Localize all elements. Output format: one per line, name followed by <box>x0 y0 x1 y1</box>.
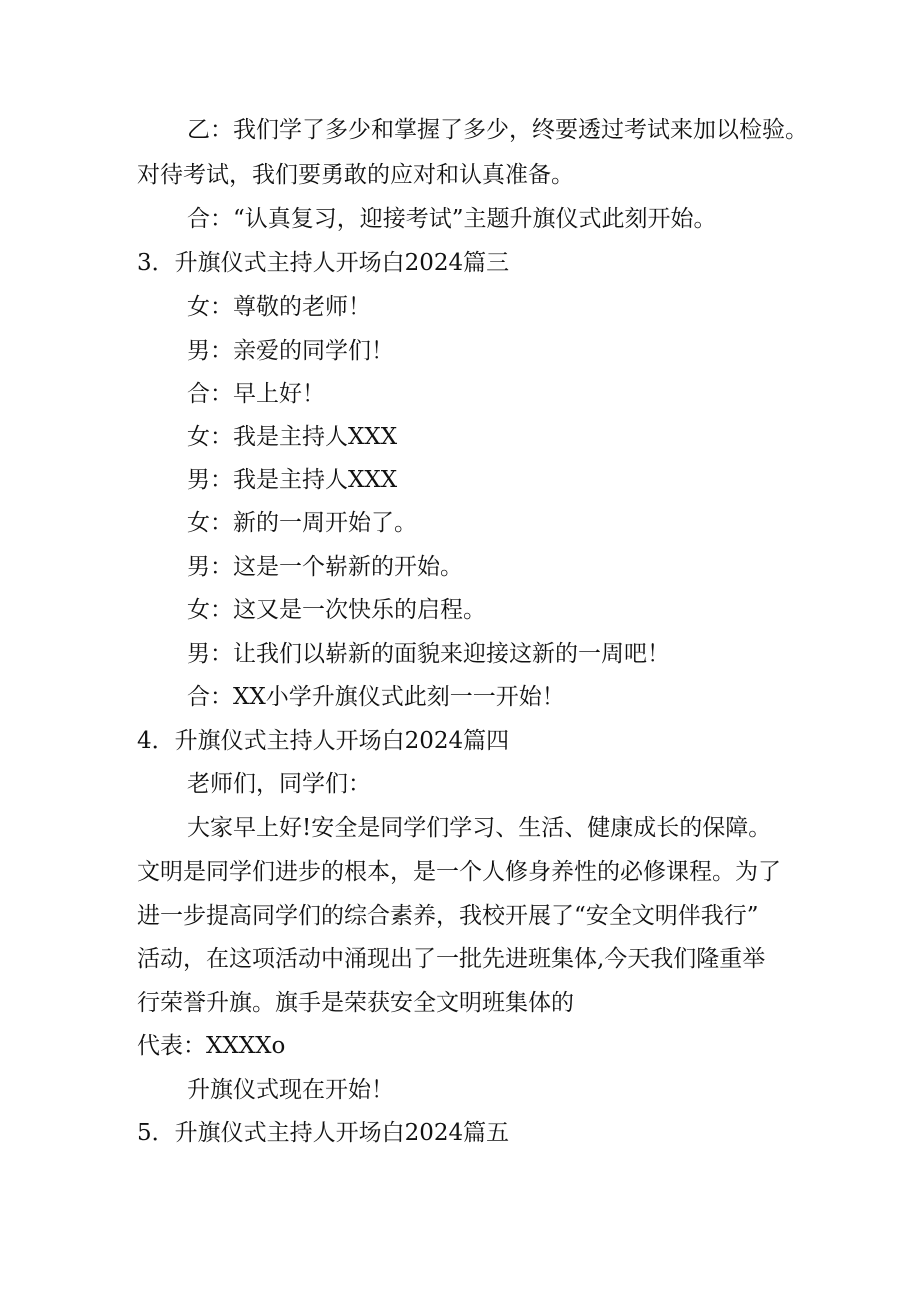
paragraph-line: 老师们，同学们： <box>187 771 371 797</box>
section-heading: 5．升旗仪式主持人开场白2024篇五 <box>137 1120 510 1146</box>
dialogue-line: 女：新的一周开始了。 <box>187 510 417 536</box>
section-heading: 4．升旗仪式主持人开场白2024篇四 <box>137 728 510 754</box>
paragraph-line: 乙：我们学了多少和掌握了多少，终要透过考试来加以检验。 <box>187 117 808 143</box>
dialogue-line: 女：尊敬的老师！ <box>187 294 371 320</box>
dialogue-line: 男：这是一个崭新的开始。 <box>187 554 463 580</box>
dialogue-line: 男：亲爱的同学们！ <box>187 338 394 364</box>
paragraph-line: 活动，在这项活动中涌现出了一批先进班集体,今天我们隆重举 <box>137 946 766 972</box>
dialogue-line: 合：XX小学升旗仪式此刻一一开始！ <box>187 684 565 710</box>
paragraph-line: 合：“认真复习，迎接考试”主题升旗仪式此刻开始。 <box>187 206 717 232</box>
dialogue-line: 男：让我们以崭新的面貌来迎接这新的一周吧！ <box>187 641 670 667</box>
paragraph-line: 行荣誉升旗。旗手是荣获安全文明班集体的 <box>137 990 574 1016</box>
dialogue-line: 男：我是主持人XXX <box>187 467 398 493</box>
paragraph-line: 进一步提高同学们的综合素养，我校开展了“安全文明伴我行” <box>137 903 759 929</box>
dialogue-line: 女：我是主持人XXX <box>187 424 398 450</box>
section-heading: 3．升旗仪式主持人开场白2024篇三 <box>137 250 510 276</box>
paragraph-line: 对待考试，我们要勇敢的应对和认真准备。 <box>137 162 574 188</box>
dialogue-line: 合：早上好！ <box>187 381 325 407</box>
paragraph-line: 升旗仪式现在开始！ <box>187 1077 394 1103</box>
paragraph-line: 代表：XXXXo <box>137 1033 286 1059</box>
paragraph-line: 大家早上好!安全是同学们学习、生活、健康成长的保障。 <box>187 815 772 841</box>
dialogue-line: 女：这又是一次快乐的启程。 <box>187 597 486 623</box>
paragraph-line: 文明是同学们进步的根本，是一个人修身养性的必修课程。为了 <box>137 859 781 885</box>
